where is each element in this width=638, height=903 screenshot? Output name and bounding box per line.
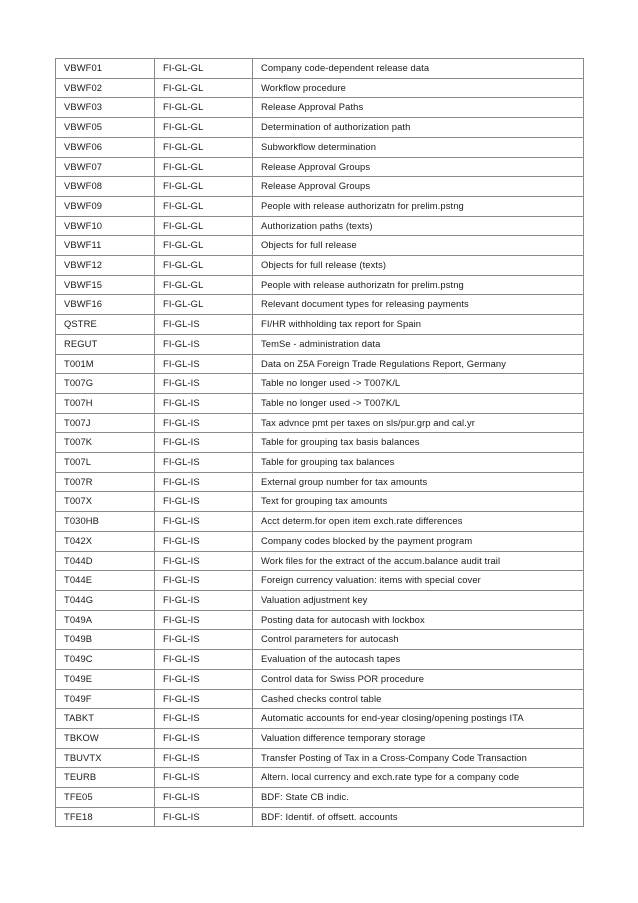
description-cell: Relevant document types for releasing payments bbox=[253, 295, 584, 315]
component-cell: FI-GL-IS bbox=[155, 512, 253, 532]
table-row bbox=[56, 807, 584, 827]
table-name-cell: VBWF11 bbox=[56, 236, 155, 256]
component-cell: FI-GL-IS bbox=[155, 709, 253, 729]
table-row bbox=[56, 413, 584, 433]
component-cell: FI-GL-GL bbox=[155, 275, 253, 295]
table-row bbox=[56, 118, 584, 138]
description-cell: People with release authorizatn for prelim.pstng bbox=[253, 275, 584, 295]
table-name-cell: T007J bbox=[56, 413, 155, 433]
table-row bbox=[56, 98, 584, 118]
description-cell: Valuation difference temporary storage bbox=[253, 728, 584, 748]
component-cell: FI-GL-GL bbox=[155, 78, 253, 98]
table-row bbox=[56, 748, 584, 768]
table-row bbox=[56, 275, 584, 295]
description-cell: Text for grouping tax amounts bbox=[253, 492, 584, 512]
table-name-cell: T042X bbox=[56, 531, 155, 551]
component-cell: FI-GL-GL bbox=[155, 59, 253, 79]
table-row bbox=[56, 571, 584, 591]
component-cell: FI-GL-GL bbox=[155, 137, 253, 157]
component-cell: FI-GL-GL bbox=[155, 98, 253, 118]
sap-table-list bbox=[55, 58, 584, 827]
component-cell: FI-GL-IS bbox=[155, 630, 253, 650]
component-cell: FI-GL-IS bbox=[155, 453, 253, 473]
table-row bbox=[56, 78, 584, 98]
component-cell: FI-GL-GL bbox=[155, 118, 253, 138]
component-cell: FI-GL-IS bbox=[155, 610, 253, 630]
table-row bbox=[56, 256, 584, 276]
table-name-cell: QSTRE bbox=[56, 315, 155, 335]
table-name-cell: VBWF08 bbox=[56, 177, 155, 197]
description-cell: Table no longer used -> T007K/L bbox=[253, 374, 584, 394]
table-name-cell: REGUT bbox=[56, 334, 155, 354]
component-cell: FI-GL-GL bbox=[155, 256, 253, 276]
table-name-cell: T007R bbox=[56, 472, 155, 492]
component-cell: FI-GL-IS bbox=[155, 393, 253, 413]
component-cell: FI-GL-GL bbox=[155, 157, 253, 177]
table-row bbox=[56, 788, 584, 808]
description-cell: Company code-dependent release data bbox=[253, 59, 584, 79]
component-cell: FI-GL-GL bbox=[155, 295, 253, 315]
table-row bbox=[56, 492, 584, 512]
table-body bbox=[56, 59, 584, 827]
table-name-cell: VBWF15 bbox=[56, 275, 155, 295]
component-cell: FI-GL-GL bbox=[155, 216, 253, 236]
table-name-cell: T030HB bbox=[56, 512, 155, 532]
description-cell: Table for grouping tax basis balances bbox=[253, 433, 584, 453]
table-name-cell: VBWF12 bbox=[56, 256, 155, 276]
component-cell: FI-GL-IS bbox=[155, 807, 253, 827]
component-cell: FI-GL-IS bbox=[155, 433, 253, 453]
component-cell: FI-GL-IS bbox=[155, 374, 253, 394]
table-name-cell: VBWF06 bbox=[56, 137, 155, 157]
description-cell: Release Approval Paths bbox=[253, 98, 584, 118]
description-cell: People with release authorizatn for prelim.pstng bbox=[253, 196, 584, 216]
description-cell: Determination of authorization path bbox=[253, 118, 584, 138]
component-cell: FI-GL-IS bbox=[155, 689, 253, 709]
table-name-cell: T007L bbox=[56, 453, 155, 473]
table-row bbox=[56, 650, 584, 670]
table-name-cell: TBUVTX bbox=[56, 748, 155, 768]
component-cell: FI-GL-IS bbox=[155, 768, 253, 788]
description-cell: Foreign currency valuation: items with special cover bbox=[253, 571, 584, 591]
table-row bbox=[56, 433, 584, 453]
table-row bbox=[56, 512, 584, 532]
description-cell: Release Approval Groups bbox=[253, 157, 584, 177]
table-row bbox=[56, 453, 584, 473]
table-name-cell: TBKOW bbox=[56, 728, 155, 748]
table-name-cell: VBWF07 bbox=[56, 157, 155, 177]
component-cell: FI-GL-IS bbox=[155, 551, 253, 571]
table-row bbox=[56, 590, 584, 610]
description-cell: Cashed checks control table bbox=[253, 689, 584, 709]
table-name-cell: VBWF16 bbox=[56, 295, 155, 315]
description-cell: External group number for tax amounts bbox=[253, 472, 584, 492]
table-name-cell: TABKT bbox=[56, 709, 155, 729]
table-name-cell: VBWF10 bbox=[56, 216, 155, 236]
table-row bbox=[56, 393, 584, 413]
component-cell: FI-GL-IS bbox=[155, 492, 253, 512]
table-row bbox=[56, 177, 584, 197]
component-cell: FI-GL-GL bbox=[155, 236, 253, 256]
description-cell: Work files for the extract of the accum.balance audit trail bbox=[253, 551, 584, 571]
table-row bbox=[56, 709, 584, 729]
description-cell: Altern. local currency and exch.rate type for a company code bbox=[253, 768, 584, 788]
description-cell: Control parameters for autocash bbox=[253, 630, 584, 650]
component-cell: FI-GL-IS bbox=[155, 748, 253, 768]
table-row bbox=[56, 689, 584, 709]
table-name-cell: T044E bbox=[56, 571, 155, 591]
description-cell: Objects for full release bbox=[253, 236, 584, 256]
component-cell: FI-GL-IS bbox=[155, 315, 253, 335]
description-cell: Table no longer used -> T007K/L bbox=[253, 393, 584, 413]
component-cell: FI-GL-GL bbox=[155, 177, 253, 197]
table-name-cell: T007K bbox=[56, 433, 155, 453]
table-name-cell: VBWF02 bbox=[56, 78, 155, 98]
description-cell: Transfer Posting of Tax in a Cross-Company Code Transaction bbox=[253, 748, 584, 768]
table-name-cell: T049A bbox=[56, 610, 155, 630]
table-name-cell: VBWF09 bbox=[56, 196, 155, 216]
component-cell: FI-GL-IS bbox=[155, 531, 253, 551]
table-name-cell: T007X bbox=[56, 492, 155, 512]
table-name-cell: T007H bbox=[56, 393, 155, 413]
table-row bbox=[56, 334, 584, 354]
table-row bbox=[56, 610, 584, 630]
table-row bbox=[56, 728, 584, 748]
table-name-cell: T007G bbox=[56, 374, 155, 394]
table-row bbox=[56, 196, 584, 216]
description-cell: BDF: Identif. of offsett. accounts bbox=[253, 807, 584, 827]
table-row bbox=[56, 216, 584, 236]
table-row bbox=[56, 374, 584, 394]
component-cell: FI-GL-IS bbox=[155, 571, 253, 591]
table-name-cell: T049B bbox=[56, 630, 155, 650]
component-cell: FI-GL-IS bbox=[155, 590, 253, 610]
table-name-cell: T049C bbox=[56, 650, 155, 670]
component-cell: FI-GL-IS bbox=[155, 354, 253, 374]
table-row bbox=[56, 472, 584, 492]
component-cell: FI-GL-IS bbox=[155, 472, 253, 492]
table-row bbox=[56, 531, 584, 551]
description-cell: Objects for full release (texts) bbox=[253, 256, 584, 276]
table-name-cell: TEURB bbox=[56, 768, 155, 788]
table-name-cell: T044D bbox=[56, 551, 155, 571]
table-name-cell: TFE18 bbox=[56, 807, 155, 827]
description-cell: Acct determ.for open item exch.rate differences bbox=[253, 512, 584, 532]
component-cell: FI-GL-IS bbox=[155, 650, 253, 670]
description-cell: Tax advnce pmt per taxes on sls/pur.grp and cal.yr bbox=[253, 413, 584, 433]
table-row bbox=[56, 236, 584, 256]
description-cell: FI/HR withholding tax report for Spain bbox=[253, 315, 584, 335]
description-cell: Automatic accounts for end-year closing/opening postings ITA bbox=[253, 709, 584, 729]
table-name-cell: T049E bbox=[56, 669, 155, 689]
table-row bbox=[56, 315, 584, 335]
table-row bbox=[56, 551, 584, 571]
table-row bbox=[56, 669, 584, 689]
description-cell: Workflow procedure bbox=[253, 78, 584, 98]
component-cell: FI-GL-IS bbox=[155, 728, 253, 748]
component-cell: FI-GL-IS bbox=[155, 788, 253, 808]
description-cell: Posting data for autocash with lockbox bbox=[253, 610, 584, 630]
description-cell: BDF: State CB indic. bbox=[253, 788, 584, 808]
table-row bbox=[56, 59, 584, 79]
table-row bbox=[56, 354, 584, 374]
table-row bbox=[56, 137, 584, 157]
table-row bbox=[56, 630, 584, 650]
table-row bbox=[56, 157, 584, 177]
table-name-cell: T049F bbox=[56, 689, 155, 709]
table-name-cell: TFE05 bbox=[56, 788, 155, 808]
description-cell: Data on Z5A Foreign Trade Regulations Report, Germany bbox=[253, 354, 584, 374]
component-cell: FI-GL-IS bbox=[155, 413, 253, 433]
table-row bbox=[56, 768, 584, 788]
description-cell: Authorization paths (texts) bbox=[253, 216, 584, 236]
component-cell: FI-GL-IS bbox=[155, 669, 253, 689]
description-cell: Company codes blocked by the payment program bbox=[253, 531, 584, 551]
table-name-cell: T001M bbox=[56, 354, 155, 374]
component-cell: FI-GL-GL bbox=[155, 196, 253, 216]
component-cell: FI-GL-IS bbox=[155, 334, 253, 354]
table-name-cell: VBWF01 bbox=[56, 59, 155, 79]
description-cell: TemSe - administration data bbox=[253, 334, 584, 354]
table-name-cell: T044G bbox=[56, 590, 155, 610]
description-cell: Subworkflow determination bbox=[253, 137, 584, 157]
description-cell: Valuation adjustment key bbox=[253, 590, 584, 610]
table-row bbox=[56, 295, 584, 315]
table-name-cell: VBWF05 bbox=[56, 118, 155, 138]
description-cell: Table for grouping tax balances bbox=[253, 453, 584, 473]
description-cell: Release Approval Groups bbox=[253, 177, 584, 197]
description-cell: Control data for Swiss POR procedure bbox=[253, 669, 584, 689]
description-cell: Evaluation of the autocash tapes bbox=[253, 650, 584, 670]
table-name-cell: VBWF03 bbox=[56, 98, 155, 118]
